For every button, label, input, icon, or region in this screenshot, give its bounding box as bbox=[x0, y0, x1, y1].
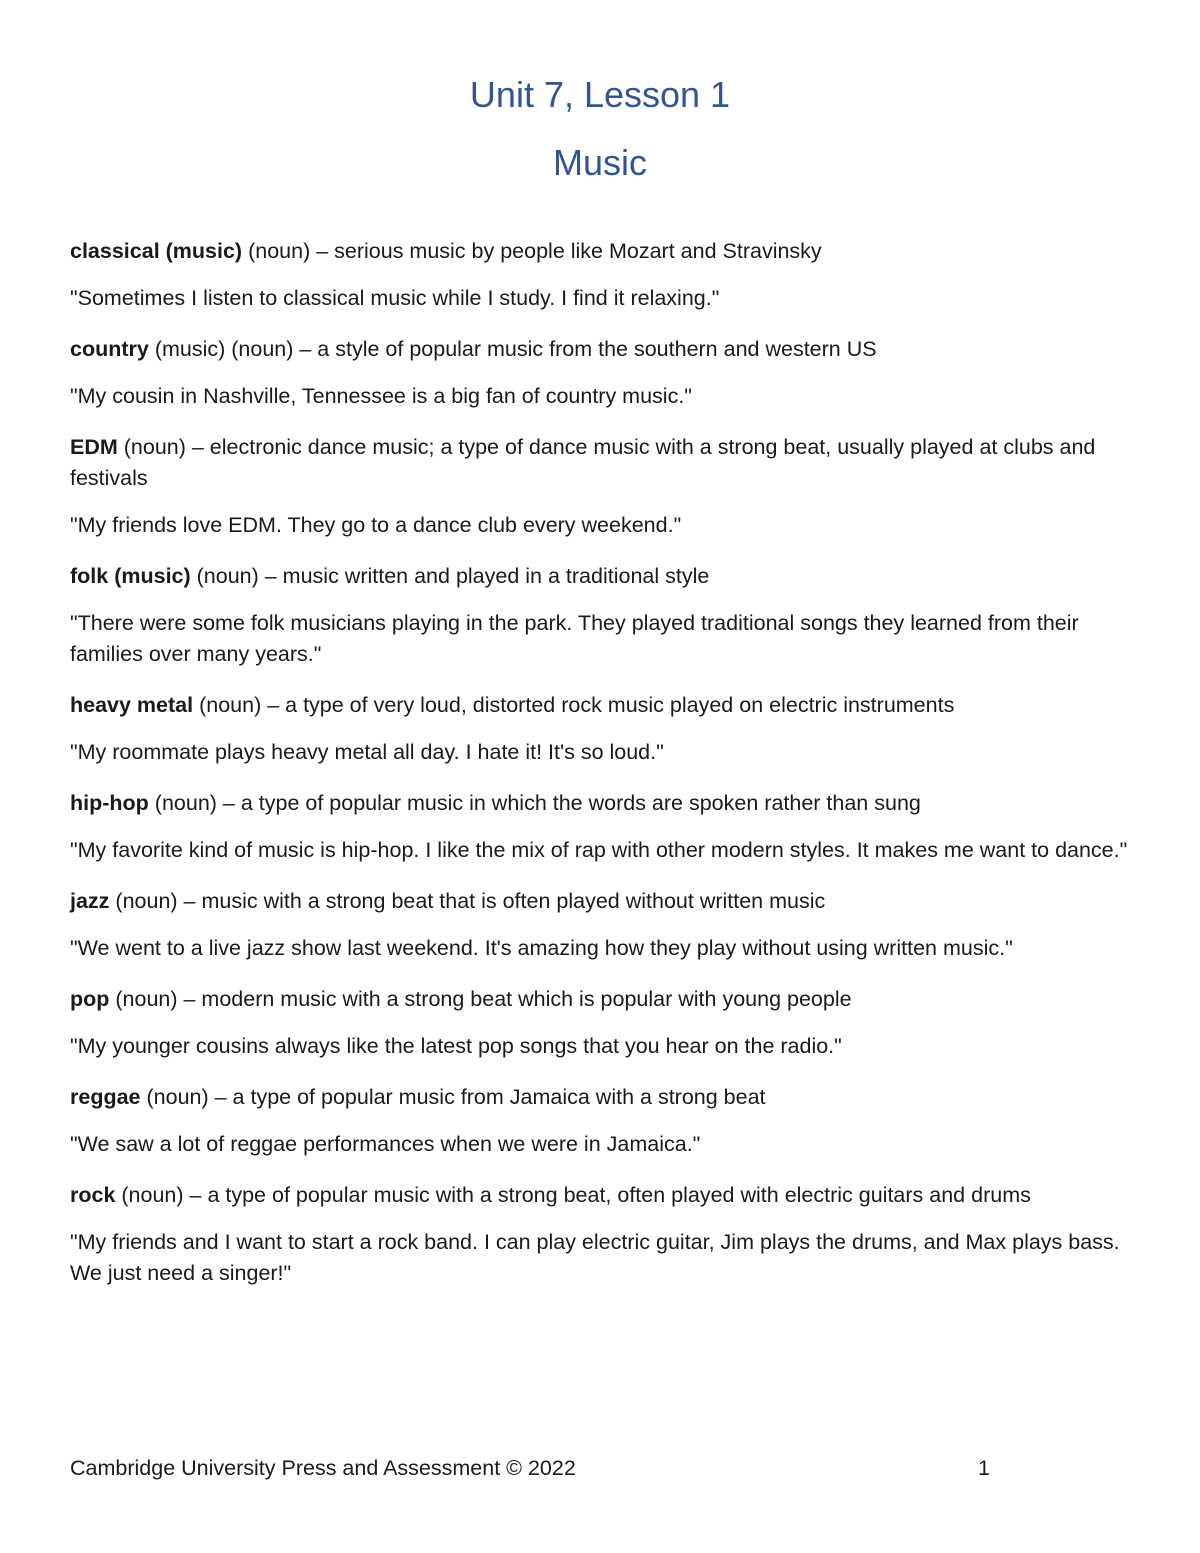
entry-definition-text: (noun) – modern music with a strong beat which is popular with young people bbox=[109, 987, 852, 1011]
entry-definition-text: (noun) – music written and played in a traditional style bbox=[190, 564, 710, 588]
entry-example: "My friends love EDM. They go to a dance club every weekend." bbox=[70, 513, 682, 537]
vocab-entry-rock bbox=[70, 1180, 1130, 1289]
footer-copyright: Cambridge University Press and Assessment © 2022 bbox=[70, 1456, 576, 1480]
entry-example: "My cousin in Nashville, Tennessee is a big fan of country music." bbox=[70, 384, 692, 408]
vocab-entry-pop bbox=[70, 984, 1130, 1062]
page-subtitle: Music bbox=[552, 142, 647, 183]
entry-term: classical (music) bbox=[70, 239, 243, 263]
entry-term: rock bbox=[70, 1183, 116, 1207]
entry-definition bbox=[70, 886, 1130, 917]
vocabulary-list bbox=[70, 236, 1130, 1309]
vocab-entry-reggae bbox=[70, 1082, 1130, 1160]
entry-term: heavy metal bbox=[70, 693, 194, 717]
entry-definition-text: (noun) – a type of popular music with a strong beat, often played with electric guitars and drums bbox=[115, 1183, 1031, 1207]
entry-definition bbox=[70, 1082, 1130, 1113]
entry-term: hip-hop bbox=[70, 791, 149, 815]
entry-example: "There were some folk musicians playing in the park. They played traditional songs they learned from their families over many years." bbox=[70, 611, 1079, 666]
entry-example: "We saw a lot of reggae performances when we were in Jamaica." bbox=[70, 1132, 701, 1156]
entry-definition-text: (noun) – music with a strong beat that is often played without written music bbox=[109, 889, 826, 913]
entry-definition bbox=[70, 1180, 1130, 1211]
vocab-entry-jazz bbox=[70, 886, 1130, 964]
entry-definition bbox=[70, 334, 1130, 365]
entry-definition-text: (noun) – serious music by people like Mozart and Stravinsky bbox=[242, 239, 822, 263]
page-title: Unit 7, Lesson 1 bbox=[469, 74, 731, 115]
entry-example: "Sometimes I listen to classical music while I study. I find it relaxing." bbox=[70, 286, 720, 310]
vocab-entry-edm bbox=[70, 432, 1130, 541]
entry-definition bbox=[70, 788, 1130, 819]
entry-example: "My friends and I want to start a rock band. I can play electric guitar, Jim plays the drums, and Max plays bass. We just need a singer!" bbox=[70, 1230, 1120, 1285]
entry-term: reggae bbox=[70, 1085, 141, 1109]
entry-term: folk (music) bbox=[70, 564, 191, 588]
entry-definition-text: (music) (noun) – a style of popular music from the southern and western US bbox=[148, 337, 877, 361]
entry-definition-text: (noun) – a type of popular music from Jamaica with a strong beat bbox=[140, 1085, 766, 1109]
entry-definition bbox=[70, 432, 1130, 494]
entry-definition bbox=[70, 690, 1130, 721]
vocab-entry-heavy-metal bbox=[70, 690, 1130, 768]
entry-term: pop bbox=[70, 987, 110, 1011]
vocab-entry-country bbox=[70, 334, 1130, 412]
entry-definition-text: (noun) – electronic dance music; a type of dance music with a strong beat, usually played at clubs and festivals bbox=[70, 435, 1096, 490]
page-number: 1 bbox=[978, 1456, 990, 1480]
entry-definition bbox=[70, 561, 1130, 592]
entry-example: "We went to a live jazz show last weekend. It's amazing how they play without using written music." bbox=[70, 936, 1013, 960]
entry-definition bbox=[70, 236, 1130, 267]
entry-definition-text: (noun) – a type of popular music in which the words are spoken rather than sung bbox=[148, 791, 921, 815]
entry-term: EDM bbox=[70, 435, 118, 459]
entry-definition-text: (noun) – a type of very loud, distorted rock music played on electric instruments bbox=[193, 693, 955, 717]
entry-example: "My favorite kind of music is hip-hop. I like the mix of rap with other modern styles. It makes me want to dance." bbox=[70, 838, 1128, 862]
vocab-entry-hip-hop bbox=[70, 788, 1130, 866]
vocab-entry-classical bbox=[70, 236, 1130, 314]
vocab-entry-folk bbox=[70, 561, 1130, 670]
entry-term: country bbox=[70, 337, 149, 361]
entry-definition bbox=[70, 984, 1130, 1015]
entry-example: "My roommate plays heavy metal all day. I hate it! It's so loud." bbox=[70, 740, 664, 764]
entry-example: "My younger cousins always like the latest pop songs that you hear on the radio." bbox=[70, 1034, 842, 1058]
entry-term: jazz bbox=[70, 889, 110, 913]
